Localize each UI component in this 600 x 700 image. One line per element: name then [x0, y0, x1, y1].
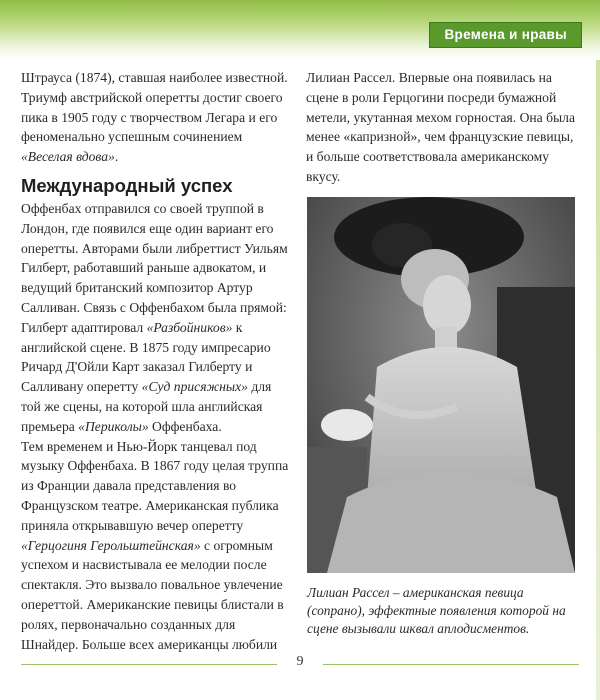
- para2-text-b: с огромным успехом и насвистывала ее мелодии после спектакля. Это вызвало повальное увлечение опереттой. Американские певицы блистали в ролях, первоначально созданных для Шнайдер. Больше всех американцы любили: [21, 537, 284, 652]
- photo-caption: Лилиан Рассел – американская певица (сопрано), эффектные появления которой на сцене вызывали шквал аплодисментов.: [307, 585, 566, 636]
- para1-text-c: для той же сцены, на которой шла английская премьера: [21, 379, 272, 434]
- para1-title-razboyniki: «Разбойников»: [146, 319, 233, 335]
- section-tab: Времена и нравы: [429, 22, 582, 48]
- paragraph-newyork: [21, 437, 293, 655]
- footer-rule-left: [21, 664, 277, 665]
- intro-text: Штрауса (1874), ставшая наиболее известной. Триумф австрийской оперетты достиг своего пика в 1905 году с творчеством Легара и его феноменально успешным сочинением: [21, 70, 288, 145]
- portrait-photo: [307, 197, 575, 573]
- para2-text-a: Тем временем и Нью-Йорк танцевал под музыку Оффенбаха. В 1867 году целая труппа из Франции давала представления во Французском театре. Американская публика приняла открывавшую вечер оперетту: [21, 438, 289, 533]
- right-column: [306, 68, 576, 187]
- footer-rule-right: [323, 664, 579, 665]
- portrait-illustration: [307, 197, 575, 573]
- para1-text-a: Оффенбах отправился со своей труппой в Лондон, где появился еще один вариант его оперетты. Авторами были либреттист Уильям Гилберт, работавший раньше адвокатом, и ведущий британский композитор Артур Салливан. Связь с Оффенбахом была прямой: Гилберт адаптировал: [21, 200, 288, 335]
- paragraph-london: [21, 199, 293, 437]
- section-heading: Международный успех: [21, 174, 233, 196]
- page-edge-stripe: [596, 60, 600, 700]
- para1-title-sud: «Суд присяжных»: [141, 379, 248, 395]
- intro-paragraph: [21, 68, 293, 167]
- para1-text-b: к английской сцене. В 1875 году импресарио Ричард Д'Ойли Карт заказал Гилберту и Салливану оперетту: [21, 319, 271, 395]
- para1-text-d: Оффенбаха.: [148, 418, 222, 434]
- page-number: 9: [296, 654, 304, 669]
- para2-title-gertsoginya: «Герцогиня Герольштейнская»: [21, 537, 201, 553]
- intro-title-italic: «Веселая вдова»: [21, 149, 115, 165]
- para1-title-perikola: «Периколы»: [78, 418, 149, 434]
- left-column: [21, 68, 293, 654]
- intro-end: .: [114, 149, 119, 165]
- paragraph-russell: Лилиан Рассел. Впервые она появилась на сцене в роли Герцогини посреди бумажной метели, укутанная мехом горностая. Она была менее «капризной», чем французские певицы, и больше соответствовала американскому вкусу.: [306, 70, 575, 184]
